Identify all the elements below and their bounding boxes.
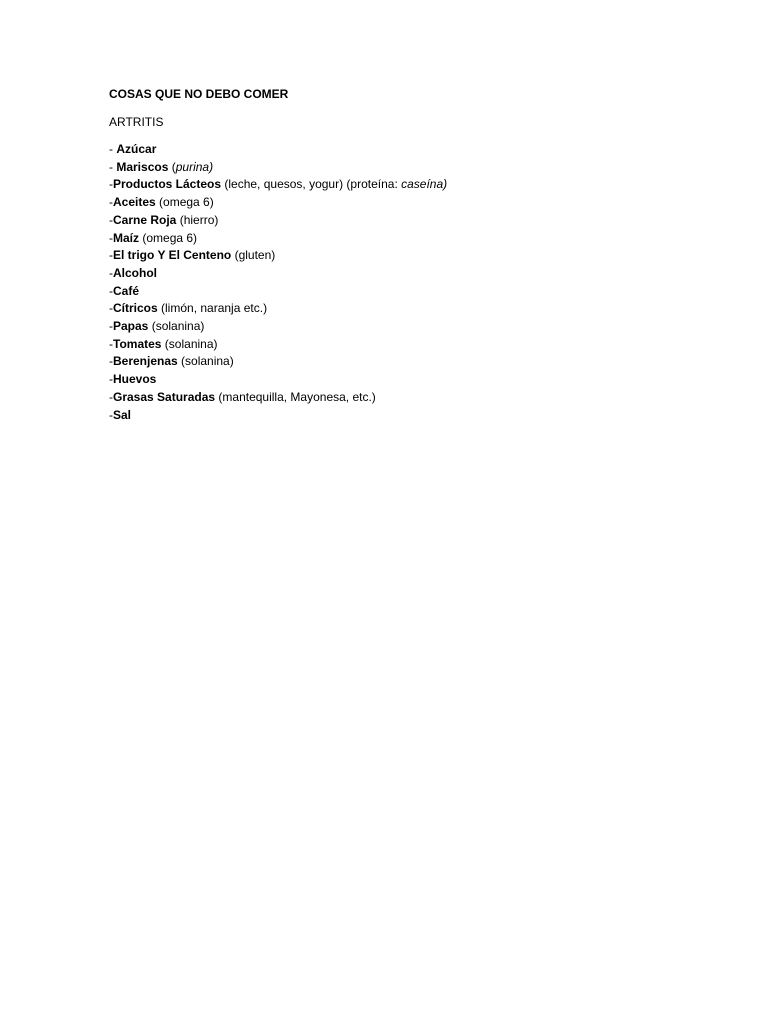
list-item	[109, 371, 709, 389]
list-item	[109, 141, 709, 159]
item-note: (omega 6)	[139, 230, 198, 245]
item-name: Cítricos	[113, 301, 158, 316]
list-item	[109, 176, 709, 194]
item-prefix: -	[109, 142, 117, 156]
item-prefix: -	[109, 283, 113, 298]
item-name: Mariscos	[116, 159, 169, 174]
item-name: Alcohol	[113, 265, 157, 280]
list-item	[109, 300, 709, 318]
item-note: (leche, quesos, yogur) (proteína:	[221, 177, 402, 192]
item-prefix: -	[109, 230, 113, 245]
item-note-italic: purina)	[175, 159, 214, 174]
list-item	[109, 318, 709, 336]
item-prefix: -	[109, 354, 113, 369]
item-name: Aceites	[113, 195, 156, 210]
item-name: Berenjenas	[113, 354, 178, 369]
list-item	[109, 212, 709, 230]
item-prefix: -	[109, 389, 113, 404]
list-item	[109, 159, 709, 177]
item-prefix: -	[109, 195, 113, 210]
list-item	[109, 247, 709, 265]
item-note: (	[168, 159, 176, 174]
list-item	[109, 353, 709, 371]
item-name: Tomates	[113, 336, 162, 351]
document-content	[109, 86, 709, 424]
item-name: Café	[113, 283, 140, 298]
item-prefix: -	[109, 407, 113, 422]
document-title: COSAS QUE NO DEBO COMER	[109, 87, 289, 101]
item-note: (solanina)	[177, 354, 234, 369]
item-name: El trigo Y El Centeno	[113, 248, 232, 263]
item-prefix: -	[109, 159, 117, 174]
item-name: Sal	[113, 407, 132, 422]
list-item	[109, 265, 709, 283]
list-item	[109, 283, 709, 301]
list-item	[109, 230, 709, 248]
item-name: Papas	[113, 319, 149, 334]
item-prefix: -	[109, 177, 113, 192]
list-item	[109, 389, 709, 407]
item-note: (mantequilla, Mayonesa, etc.)	[215, 389, 376, 404]
section-heading: ARTRITIS	[109, 115, 164, 129]
item-name: Productos Lácteos	[113, 177, 222, 192]
item-note: (hierro)	[176, 212, 219, 227]
item-note: (omega 6)	[155, 195, 214, 210]
item-name: Carne Roja	[113, 212, 177, 227]
item-prefix: -	[109, 265, 113, 280]
item-note: (limón, naranja etc.)	[157, 301, 268, 316]
list-item	[109, 336, 709, 354]
item-prefix: -	[109, 319, 113, 334]
item-note-italic: caseína)	[401, 177, 448, 192]
item-name: Azúcar	[116, 142, 157, 156]
item-prefix: -	[109, 372, 113, 387]
item-note: (solanina)	[148, 319, 205, 334]
food-list	[109, 141, 709, 424]
item-name: Huevos	[113, 372, 157, 387]
list-item	[109, 407, 709, 425]
item-prefix: -	[109, 248, 113, 263]
item-name: Maíz	[113, 230, 140, 245]
item-note: (solanina)	[161, 336, 218, 351]
item-prefix: -	[109, 301, 113, 316]
item-prefix: -	[109, 336, 113, 351]
item-note: (gluten)	[231, 248, 276, 263]
item-prefix: -	[109, 212, 113, 227]
item-name: Grasas Saturadas	[113, 389, 216, 404]
list-item	[109, 194, 709, 212]
